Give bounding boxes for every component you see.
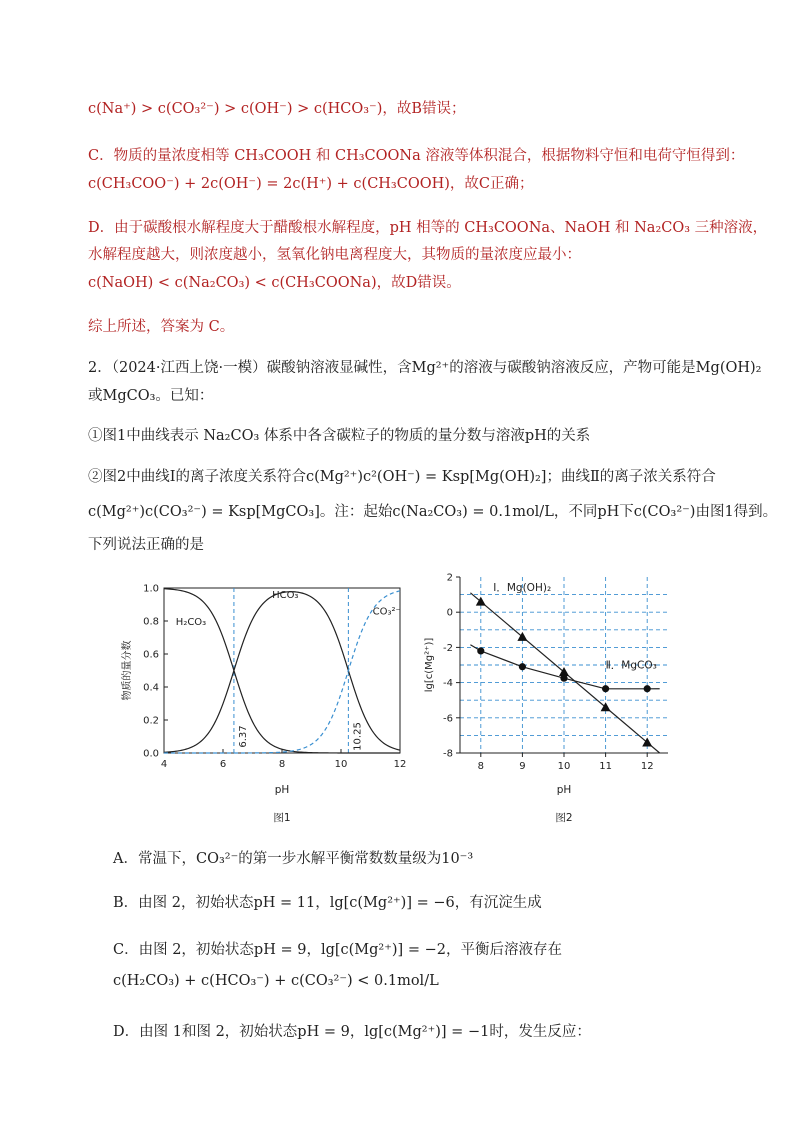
fig2-series-2-point xyxy=(560,675,567,682)
option-d: D．由图 1和图 2，初始状态pH = 9，lg[c(Mg²⁺)] = −1时，发生反应： xyxy=(113,1024,591,1040)
fig1-xtick-label: 4 xyxy=(160,759,168,770)
fig2-xtick-label: 10 xyxy=(557,761,571,772)
question-stem-1: 2．（2024·江西上饶·一模）碳酸钠溶液显碱性，含Mg²⁺的溶液与碳酸钠溶液反应，产物可能是Mg(OH)₂ xyxy=(88,360,762,376)
figure-2-chart xyxy=(420,565,690,830)
option-b-tail: c(Na⁺) > c(CO₃²⁻) > c(OH⁻) > c(HCO₃⁻)，故B错误； xyxy=(88,101,466,117)
fig2-series-2-point xyxy=(602,685,609,692)
option-b: B．由图 2，初始状态pH = 11，lg[c(Mg²⁺)] = −6，有沉淀生成 xyxy=(113,895,542,911)
option-a: A．常温下，CO₃²⁻的第一步水解平衡常数数量级为10⁻³ xyxy=(113,851,474,867)
fig1-xtick-label: 10 xyxy=(334,759,348,770)
option-c-equation: c(CH₃COO⁻) + 2c(OH⁻) = 2c(H⁺) + c(CH₃COOH)，故C正确； xyxy=(88,176,534,192)
fig1-annotation-6-37: 6.37 xyxy=(237,725,249,748)
fig1-h2co3-label: H₂CO₃ xyxy=(175,617,207,628)
fig2-xtick-label: 9 xyxy=(519,761,526,772)
fig2-xtick-label: 12 xyxy=(640,761,654,772)
option-c-1: C．由图 2，初始状态pH = 9，lg[c(Mg²⁺)] = −2，平衡后溶液存在 xyxy=(113,942,562,958)
fig1-ytick-label: 1.0 xyxy=(143,583,159,595)
fig1-xtick-label: 8 xyxy=(278,759,286,770)
fig2-series-2-point xyxy=(477,647,484,654)
fig2-ytick-label: -2 xyxy=(443,642,453,654)
fig1-co3-curve xyxy=(164,591,400,753)
fig1-hco3-curve xyxy=(164,589,400,753)
fig2-ytick-label: 2 xyxy=(446,572,453,584)
option-d-equation: c(NaOH) < c(Na₂CO₃) < c(CH₃COONa)，故D错误。 xyxy=(88,275,461,291)
option-d-text-2: 水解程度越大，则浓度越小，氢氧化钠电离程度大，其物质的量浓度应最小： xyxy=(88,247,581,263)
fig1-title: 图1 xyxy=(273,812,291,824)
fig2-ytick-label: -8 xyxy=(443,748,453,760)
fig1-ytick-label: 0.4 xyxy=(143,682,159,694)
fig2-xtick-label: 11 xyxy=(599,761,612,772)
fig2-title: 图2 xyxy=(555,812,573,824)
fig1-ytick-label: 0.0 xyxy=(143,748,159,760)
fig1-frame xyxy=(164,588,400,753)
question-stem-2: 或MgCO₃。已知： xyxy=(88,388,214,404)
fig1-ylabel: 物质的量分数 xyxy=(122,640,133,701)
fig2-series-1-label: Ⅰ．Mg(OH)₂ xyxy=(493,582,552,595)
figure-1-chart xyxy=(110,570,430,830)
fig1-annotation-10-25: 10.25 xyxy=(352,722,364,751)
option-d-text-1: D．由于碳酸根水解程度大于醋酸根水解程度，pH 相等的 CH₃COONa、NaOH 和 Na₂CO₃ 三种溶液， xyxy=(88,220,768,236)
fig1-co3-label: CO₃²⁻ xyxy=(372,606,401,618)
fig1-ytick-label: 0.8 xyxy=(143,616,159,628)
fig1-ytick-label: 0.6 xyxy=(143,649,159,661)
fig2-xtick-label: 8 xyxy=(477,761,484,772)
option-c-text: C．物质的量浓度相等 CH₃COOH 和 CH₃COONa 溶液等体积混合，根据物料守恒和电荷守恒得到： xyxy=(88,148,745,164)
fig2-ytick-label: -4 xyxy=(443,678,453,690)
known-condition-2a: ②图2中曲线Ⅰ的离子浓度关系符合c(Mg²⁺)c²(OH⁻) = Ksp[Mg(OH)₂]；曲线Ⅱ的离子浓关系符合 xyxy=(88,469,716,485)
fig2-ytick-label: 0 xyxy=(446,607,453,619)
fig2-series-2-label: Ⅱ．MgCO₃ xyxy=(605,659,657,672)
known-condition-1: ①图1中曲线表示 Na₂CO₃ 体系中各含碳粒子的物质的量分数与溶液pH的关系 xyxy=(88,428,591,444)
fig2-series-2-point xyxy=(519,663,526,670)
fig2-ytick-label: -6 xyxy=(443,713,453,725)
fig1-xtick-label: 6 xyxy=(219,759,227,770)
fig2-ylabel: lg[c(Mg²⁺)] xyxy=(424,637,435,693)
fig1-ytick-label: 0.2 xyxy=(143,715,159,727)
answer-summary: 综上所述，答案为 C。 xyxy=(88,319,235,335)
question-ask: 下列说法正确的是 xyxy=(88,537,204,553)
option-c-2: c(H₂CO₃) + c(HCO₃⁻) + c(CO₃²⁻) < 0.1mol/L xyxy=(113,973,439,989)
known-condition-2b: c(Mg²⁺)c(CO₃²⁻) = Ksp[MgCO₃]。注：起始c(Na₂CO₃) = 0.1mol/L，不同pH下c(CO₃²⁻)由图1得到。 xyxy=(88,504,778,520)
fig1-h2co3-curve xyxy=(164,589,400,753)
fig1-hco3-label: HCO₃⁻ xyxy=(272,589,304,601)
fig2-series-2-point xyxy=(644,685,651,692)
fig1-xlabel: pH xyxy=(274,784,290,796)
fig1-xtick-label: 12 xyxy=(393,759,407,770)
fig2-xlabel: pH xyxy=(556,784,572,796)
